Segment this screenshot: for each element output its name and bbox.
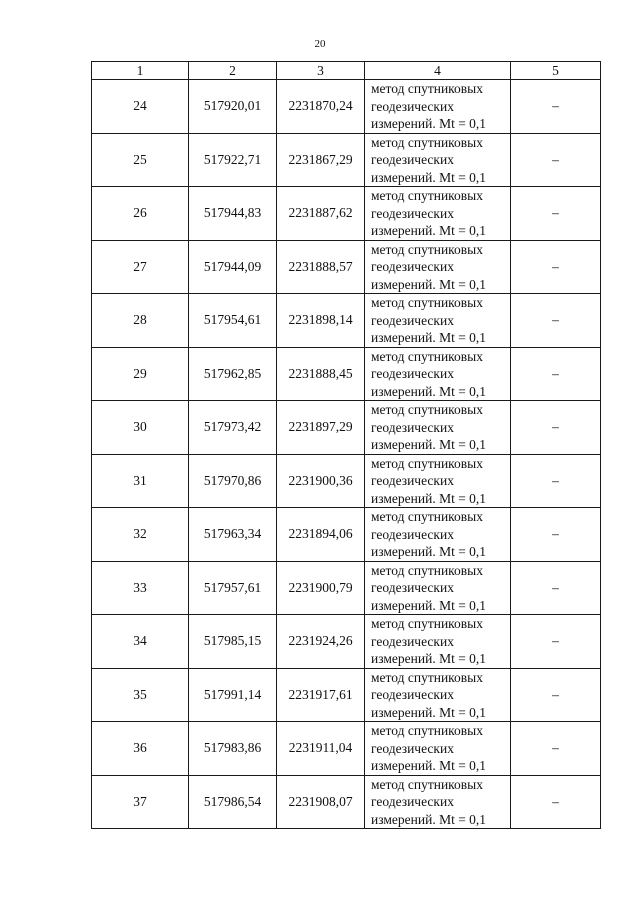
table-row — [92, 561, 601, 615]
x-coordinate-cell: 517973,42 — [189, 401, 277, 455]
method-text: метод спутниковых геодезических измерений. Mt = 0,1 — [371, 616, 487, 666]
table-row — [92, 347, 601, 401]
method-cell — [365, 80, 511, 134]
table-row — [92, 187, 601, 241]
x-coordinate-cell: 517922,71 — [189, 133, 277, 187]
table-row — [92, 775, 601, 829]
y-coordinate-cell: 2231898,14 — [277, 294, 365, 348]
method-text: метод спутниковых геодезических измерений. Mt = 0,1 — [371, 723, 487, 773]
table-row — [92, 133, 601, 187]
page-number: 20 — [314, 38, 326, 50]
table-header-row — [92, 62, 601, 80]
x-coordinate-cell: 517944,83 — [189, 187, 277, 241]
x-coordinate-cell: 517963,34 — [189, 508, 277, 562]
table-row — [92, 80, 601, 134]
point-number-cell: 26 — [92, 187, 189, 241]
table-row — [92, 240, 601, 294]
method-text: метод спутниковых геодезических измерений. Mt = 0,1 — [371, 669, 487, 720]
column-5-cell: – — [511, 561, 601, 615]
method-text: метод спутниковых геодезических измерений. Mt = 0,1 — [371, 402, 487, 452]
point-number-cell: 37 — [92, 775, 189, 829]
method-text: метод спутниковых геодезических измерений. Mt = 0,1 — [371, 81, 487, 131]
column-5-cell: – — [511, 347, 601, 401]
method-text: метод спутниковых геодезических измерений. Mt = 0,1 — [371, 295, 487, 345]
column-5-cell: – — [511, 722, 601, 776]
column-5-cell: – — [511, 187, 601, 241]
point-number-cell: 33 — [92, 561, 189, 615]
y-coordinate-cell: 2231911,04 — [277, 722, 365, 776]
point-number-cell: 34 — [92, 615, 189, 669]
method-cell — [365, 668, 511, 722]
point-number-cell: 32 — [92, 508, 189, 562]
method-text: метод спутниковых геодезических измерений. Mt = 0,1 — [371, 562, 487, 613]
y-coordinate-cell: 2231870,24 — [277, 80, 365, 134]
x-coordinate-cell: 517991,14 — [189, 668, 277, 722]
method-text: метод спутниковых геодезических измерений. Mt = 0,1 — [371, 455, 487, 506]
column-5-cell: – — [511, 133, 601, 187]
column-5-cell: – — [511, 454, 601, 508]
coordinates-table — [91, 61, 601, 829]
point-number-cell: 27 — [92, 240, 189, 294]
point-number-cell: 30 — [92, 401, 189, 455]
column-header-1: 1 — [92, 62, 189, 80]
y-coordinate-cell: 2231900,79 — [277, 561, 365, 615]
method-cell — [365, 240, 511, 294]
x-coordinate-cell: 517970,86 — [189, 454, 277, 508]
y-coordinate-cell: 2231908,07 — [277, 775, 365, 829]
column-header-5: 5 — [511, 62, 601, 80]
table-row — [92, 294, 601, 348]
x-coordinate-cell: 517957,61 — [189, 561, 277, 615]
table-row — [92, 454, 601, 508]
x-coordinate-cell: 517962,85 — [189, 347, 277, 401]
y-coordinate-cell: 2231888,57 — [277, 240, 365, 294]
column-header-4: 4 — [365, 62, 511, 80]
method-text: метод спутниковых геодезических измерений. Mt = 0,1 — [371, 509, 487, 559]
method-text: метод спутниковых геодезических измерений. Mt = 0,1 — [371, 348, 487, 399]
method-cell — [365, 133, 511, 187]
column-5-cell: – — [511, 294, 601, 348]
method-cell — [365, 722, 511, 776]
y-coordinate-cell: 2231917,61 — [277, 668, 365, 722]
y-coordinate-cell: 2231924,26 — [277, 615, 365, 669]
column-5-cell: – — [511, 775, 601, 829]
column-5-cell: – — [511, 240, 601, 294]
y-coordinate-cell: 2231867,29 — [277, 133, 365, 187]
point-number-cell: 29 — [92, 347, 189, 401]
x-coordinate-cell: 517944,09 — [189, 240, 277, 294]
table-row — [92, 722, 601, 776]
method-text: метод спутниковых геодезических измерений. Mt = 0,1 — [371, 188, 487, 238]
method-cell — [365, 347, 511, 401]
method-cell — [365, 561, 511, 615]
column-header-3: 3 — [277, 62, 365, 80]
table-row — [92, 615, 601, 669]
x-coordinate-cell: 517954,61 — [189, 294, 277, 348]
point-number-cell: 35 — [92, 668, 189, 722]
table-row — [92, 508, 601, 562]
column-5-cell: – — [511, 668, 601, 722]
y-coordinate-cell: 2231894,06 — [277, 508, 365, 562]
point-number-cell: 36 — [92, 722, 189, 776]
point-number-cell: 25 — [92, 133, 189, 187]
y-coordinate-cell: 2231888,45 — [277, 347, 365, 401]
method-cell — [365, 775, 511, 829]
method-cell — [365, 454, 511, 508]
y-coordinate-cell: 2231897,29 — [277, 401, 365, 455]
method-text: метод спутниковых геодезических измерений. Mt = 0,1 — [371, 776, 487, 827]
column-header-2: 2 — [189, 62, 277, 80]
method-cell — [365, 615, 511, 669]
method-cell — [365, 508, 511, 562]
x-coordinate-cell: 517985,15 — [189, 615, 277, 669]
y-coordinate-cell: 2231900,36 — [277, 454, 365, 508]
point-number-cell: 24 — [92, 80, 189, 134]
column-5-cell: – — [511, 508, 601, 562]
method-text: метод спутниковых геодезических измерений. Mt = 0,1 — [371, 134, 487, 185]
table-row — [92, 668, 601, 722]
x-coordinate-cell: 517986,54 — [189, 775, 277, 829]
table-body — [92, 80, 601, 829]
method-cell — [365, 294, 511, 348]
point-number-cell: 28 — [92, 294, 189, 348]
x-coordinate-cell: 517983,86 — [189, 722, 277, 776]
column-5-cell: – — [511, 615, 601, 669]
y-coordinate-cell: 2231887,62 — [277, 187, 365, 241]
column-5-cell: – — [511, 401, 601, 455]
column-5-cell: – — [511, 80, 601, 134]
point-number-cell: 31 — [92, 454, 189, 508]
table-row — [92, 401, 601, 455]
x-coordinate-cell: 517920,01 — [189, 80, 277, 134]
method-cell — [365, 401, 511, 455]
method-cell — [365, 187, 511, 241]
method-text: метод спутниковых геодезических измерений. Mt = 0,1 — [371, 241, 487, 292]
